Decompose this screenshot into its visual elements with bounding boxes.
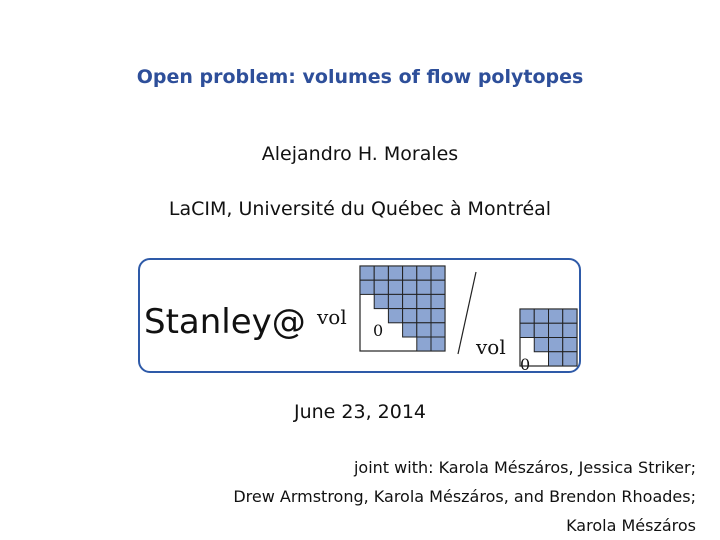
joint-line-3: Karola Mészáros <box>566 516 696 535</box>
denominator-staircase <box>520 309 577 366</box>
joint-line-2: Drew Armstrong, Karola Mészáros, and Brendon Rhoades; <box>233 487 696 506</box>
presentation-date: June 23, 2014 <box>293 401 427 423</box>
numerator-staircase <box>360 266 445 351</box>
zero-label-numerator: 0 <box>373 321 384 340</box>
vol-label-numerator: vol <box>317 305 347 329</box>
division-slash <box>458 272 476 354</box>
vol-label-denominator: vol <box>476 335 506 359</box>
author-name: Alejandro H. Morales <box>261 143 459 165</box>
joint-line-1: joint with: Karola Mészáros, Jessica Striker; <box>353 458 696 477</box>
stanley-label: Stanley@ <box>144 302 306 342</box>
slide-title: Open problem: volumes of flow polytopes <box>136 66 584 88</box>
zero-label-denominator: 0 <box>520 355 531 374</box>
affiliation: LaCIM, Université du Québec à Montréal <box>168 198 552 220</box>
